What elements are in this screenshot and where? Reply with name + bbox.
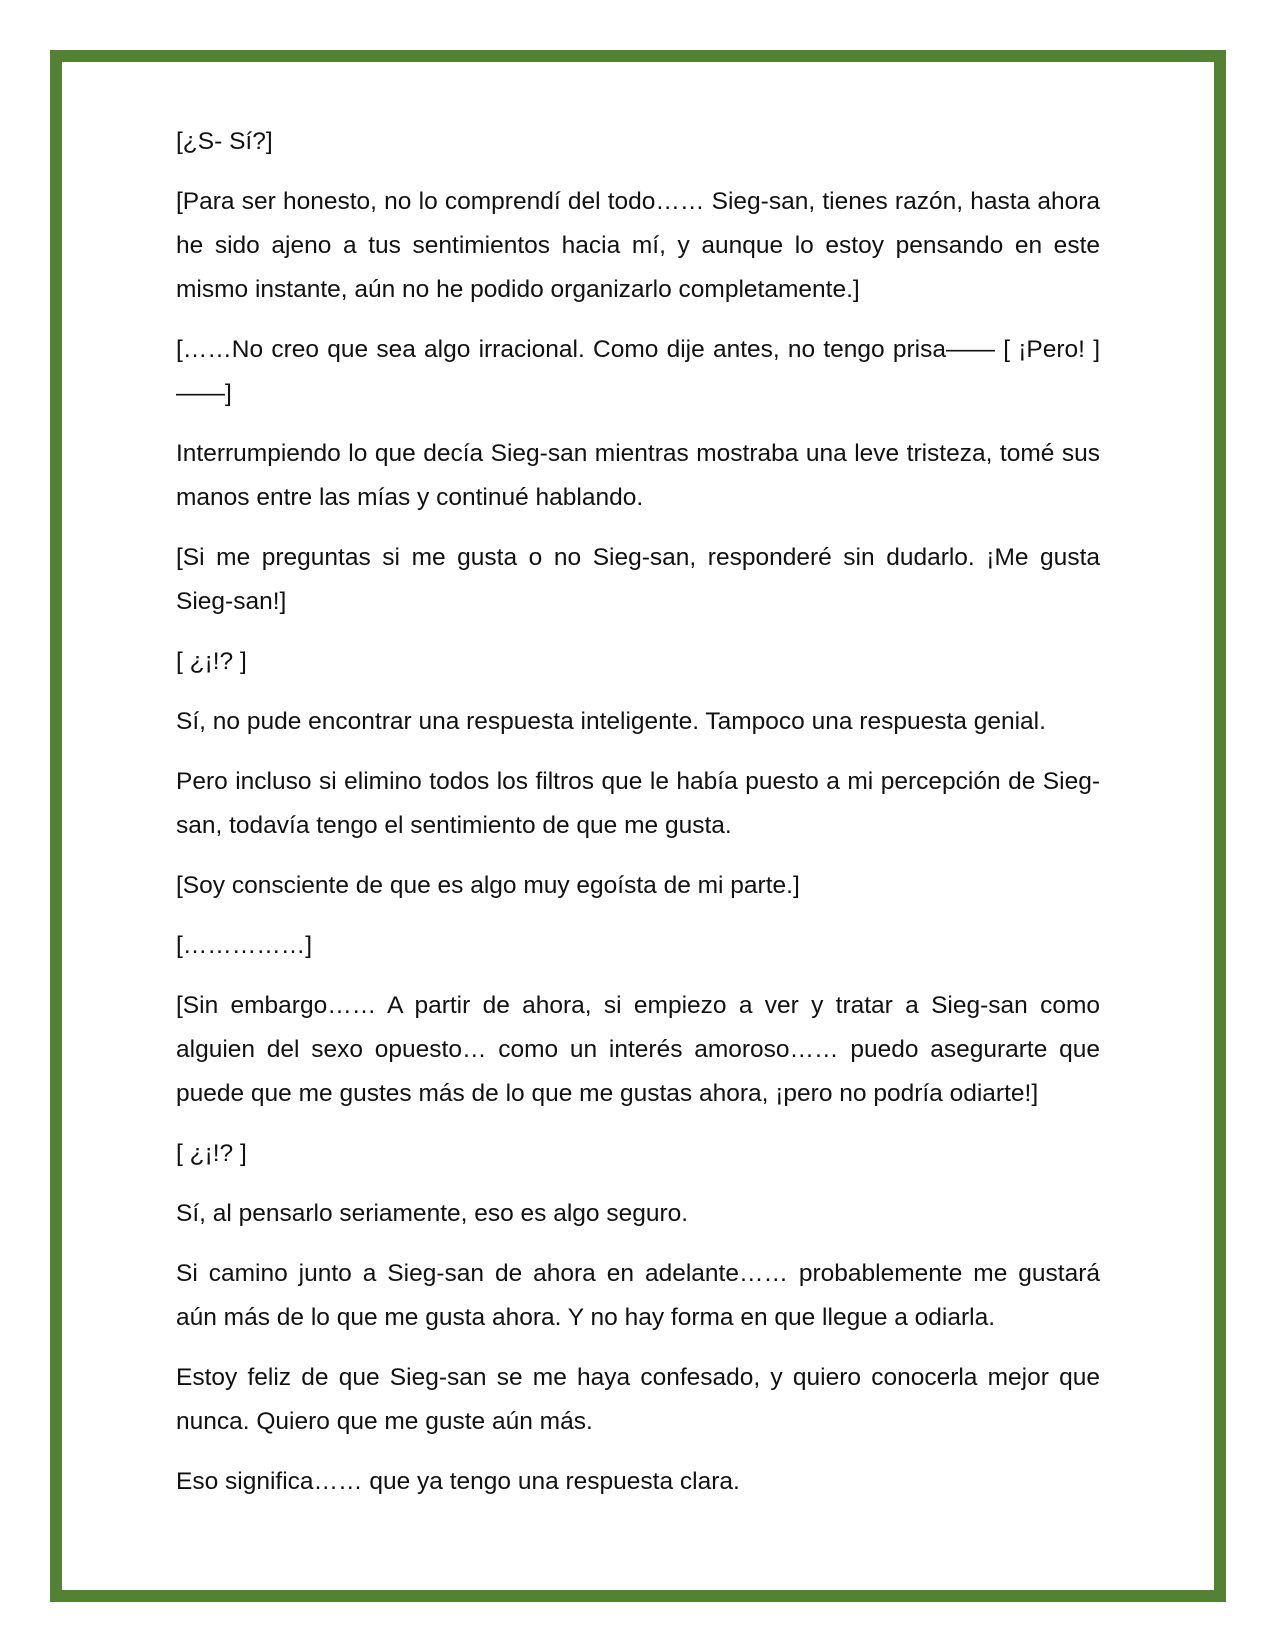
paragraph: Eso significa…… que ya tengo una respuesta clara.: [176, 1468, 740, 1495]
paragraph: Interrumpiendo lo que decía Sieg-san mientras mostraba una leve tristeza, tomé sus manos entre las mías y continué hablando.: [176, 440, 1100, 511]
paragraph: [Para ser honesto, no lo comprendí del todo…… Sieg-san, tienes razón, hasta ahora he sido ajeno a tus sentimientos hacia mí, y aunque lo estoy pensando en este mismo instante, aún no he podido organizarlo completamente.]: [176, 188, 1100, 303]
paragraph: [……No creo que sea algo irracional. Como dije antes, no tengo prisa—— [ ¡Pero! ] ——]: [176, 336, 1100, 407]
paragraph: [Soy consciente de que es algo muy egoísta de mi parte.]: [176, 872, 800, 899]
paragraph: Estoy feliz de que Sieg-san se me haya confesado, y quiero conocerla mejor que nunca. Quiero que me guste aún más.: [176, 1364, 1100, 1435]
document-body: [176, 120, 1100, 1520]
paragraph: [ ¿¡!? ]: [176, 1140, 247, 1167]
paragraph: [¿S- Sí?]: [176, 128, 273, 155]
paragraph: [……………]: [176, 932, 313, 959]
paragraph: [Si me preguntas si me gusta o no Sieg-san, responderé sin dudarlo. ¡Me gusta Sieg-san!]: [176, 544, 1100, 615]
paragraph: [ ¿¡!? ]: [176, 648, 247, 675]
paragraph: Sí, no pude encontrar una respuesta inteligente. Tampoco una respuesta genial.: [176, 708, 1046, 735]
paragraph: Pero incluso si elimino todos los filtros que le había puesto a mi percepción de Sieg-san, todavía tengo el sentimiento de que me gusta.: [176, 768, 1100, 839]
paragraph: Sí, al pensarlo seriamente, eso es algo seguro.: [176, 1200, 689, 1227]
paragraph: [Sin embargo…… A partir de ahora, si empiezo a ver y tratar a Sieg-san como alguien del sexo opuesto… como un interés amoroso…… puedo asegurarte que puede que me gustes más de lo que me gustas ahora, ¡pero no podría odiarte!]: [176, 992, 1100, 1107]
paragraph: Si camino junto a Sieg-san de ahora en adelante…… probablemente me gustará aún más de lo que me gusta ahora. Y no hay forma en que llegue a odiarla.: [176, 1260, 1100, 1331]
